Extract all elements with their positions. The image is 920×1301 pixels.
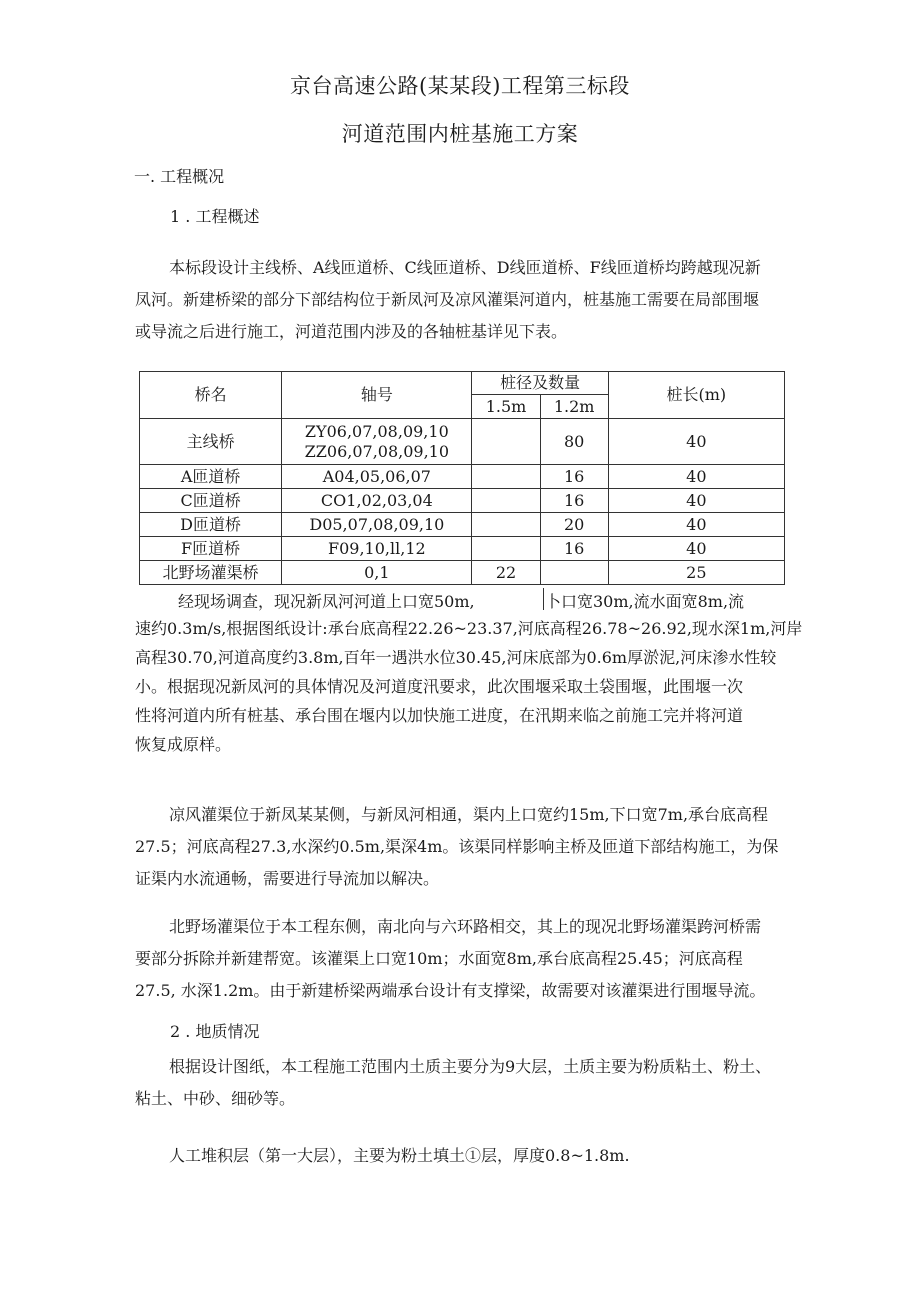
cell-axis: A04,05,06,07: [282, 465, 472, 489]
header-diameter-1-2: 1.2m: [540, 395, 608, 419]
cell-count-1-5: [472, 465, 540, 489]
text-line: 高程30.70,河道高度约3.8m,百年一遇洪水位30.45,河床底部为0.6m厚淤泥,河床渗水性较: [135, 648, 777, 667]
paragraph-canal: [135, 799, 803, 895]
cell-count-1-5: [472, 489, 540, 513]
text-line: 卜口宽30m,流水面宽8m,流: [545, 592, 745, 611]
text-line: 要部分拆除并新建帮宽。该灌渠上口宽10m；水面宽8m,承台底高程25.45；河底高程: [135, 949, 743, 968]
cell-count-1-5: [472, 537, 540, 561]
cell-count-1-5: [472, 513, 540, 537]
header-diameter-1-5: 1.5m: [472, 395, 540, 419]
cell-count-1-2: 16: [540, 537, 608, 561]
doc-subtitle: 河道范围内桩基施工方案: [341, 122, 579, 146]
text-line: 小。根据现况新凤河的具体情况及河道度汛要求，此次围堰采取土袋围堰，此围堰一次: [135, 677, 744, 696]
table-row: [140, 489, 785, 513]
paragraph-site-survey: [135, 614, 803, 759]
text-line: 凤河。新建桥梁的部分下部结构位于新凤河及凉风灌渠河道内，桩基施工需要在局部围堰: [135, 290, 760, 309]
cell-axis: [282, 419, 472, 465]
text-line: 经现场调查，现况新凤河河道上口宽50m,: [178, 592, 475, 611]
table-row: [140, 561, 785, 585]
cell-length: 40: [608, 419, 784, 465]
pile-table: [139, 371, 785, 585]
subsection-heading-1: 1 . 工程概述: [170, 207, 260, 226]
table-row: [140, 513, 785, 537]
text-line: 或导流之后进行施工，河道范围内涉及的各轴桩基详见下表。: [135, 322, 568, 341]
text-line: 凉风灌渠位于新凤某某侧，与新凤河相通，渠内上口宽约15m,下口宽7m,承台底高程: [169, 805, 769, 824]
cell-bridge-name: F匝道桥: [140, 537, 282, 561]
table-row: [140, 537, 785, 561]
cell-axis-line: ZY06,07,08,09,10: [304, 421, 449, 441]
paragraph-overview: [135, 252, 803, 348]
text-line: 北野场灌渠位于本工程东侧，南北向与六环路相交，其上的现况北野场灌渠跨河桥需: [169, 917, 762, 936]
header-bridge-name: 桥名: [140, 372, 282, 419]
cell-axis: 0,1: [282, 561, 472, 585]
header-axis: 轴号: [282, 372, 472, 419]
header-pile-length: 桩长(m): [608, 372, 784, 419]
cell-bridge-name: C匝道桥: [140, 489, 282, 513]
subsection-heading-2: 2 . 地质情况: [170, 1022, 260, 1041]
table-row: [140, 419, 785, 465]
cell-count-1-2: 16: [540, 489, 608, 513]
section-heading-1: 一. 工程概况: [134, 167, 225, 186]
cell-count-1-2: 20: [540, 513, 608, 537]
cell-axis: D05,07,08,09,10: [282, 513, 472, 537]
cell-length: 40: [608, 513, 784, 537]
text-line: 恢复成原样。: [135, 735, 232, 754]
cell-length: 40: [608, 489, 784, 513]
cell-length: 40: [608, 537, 784, 561]
cell-count-1-2: 80: [540, 419, 608, 465]
cell-axis: CO1,02,03,04: [282, 489, 472, 513]
cell-count-1-2: [540, 561, 608, 585]
cell-count-1-5: 22: [472, 561, 540, 585]
text-line: 根据设计图纸，本工程施工范围内土质主要分为9大层，土质主要为粉质粘土、粉土、: [169, 1057, 772, 1076]
paragraph-geology: [135, 1051, 803, 1115]
text-line: 本标段设计主线桥、A线匝道桥、C线匝道桥、D线匝道桥、F线匝道桥均跨越现况新: [169, 258, 761, 277]
cell-length: 40: [608, 465, 784, 489]
cell-count-1-5: [472, 419, 540, 465]
text-line: 27.5, 水深1.2m。由于新建桥梁两端承台设计有支撑梁，故需要对该灌渠进行围堰导流。: [135, 981, 766, 1000]
text-line: 27.5；河底高程27.3,水深约0.5m,渠深4m。该渠同样影响主桥及匝道下部结构施工，为保: [135, 837, 779, 856]
paragraph-fill-layer: 人工堆积层（第一大层），主要为粉土填土①层，厚度0.8~1.8m.: [169, 1146, 630, 1165]
cell-bridge-name: A匝道桥: [140, 465, 282, 489]
cell-length: 25: [608, 561, 784, 585]
cell-bridge-name: 主线桥: [140, 419, 282, 465]
table-row: [140, 465, 785, 489]
text-line: 证渠内水流通畅，需要进行导流加以解决。: [135, 869, 440, 888]
text-line: 粘土、中砂、细砂等。: [135, 1089, 296, 1108]
doc-title: 京台高速公路(某某段)工程第三标段: [290, 74, 630, 98]
header-pile-diameter: 桩径及数量: [472, 372, 608, 395]
table-divider-fragment: [543, 588, 544, 610]
text-line: 性将河道内所有桩基、承台围在堰内以加快施工进度，在汛期来临之前施工完并将河道: [135, 706, 744, 725]
paragraph-beiyechang-canal: [135, 911, 803, 1007]
cell-axis: F09,10,ll,12: [282, 537, 472, 561]
cell-bridge-name: D匝道桥: [140, 513, 282, 537]
cell-count-1-2: 16: [540, 465, 608, 489]
cell-bridge-name: 北野场灌渠桥: [140, 561, 282, 585]
cell-axis-line: ZZ06,07,08,09,10: [304, 441, 450, 461]
text-line: 速约0.3m/s,根据图纸设计:承台底高程22.26~23.37,河底高程26.78~26.92,现水深1m,河岸: [135, 619, 803, 638]
